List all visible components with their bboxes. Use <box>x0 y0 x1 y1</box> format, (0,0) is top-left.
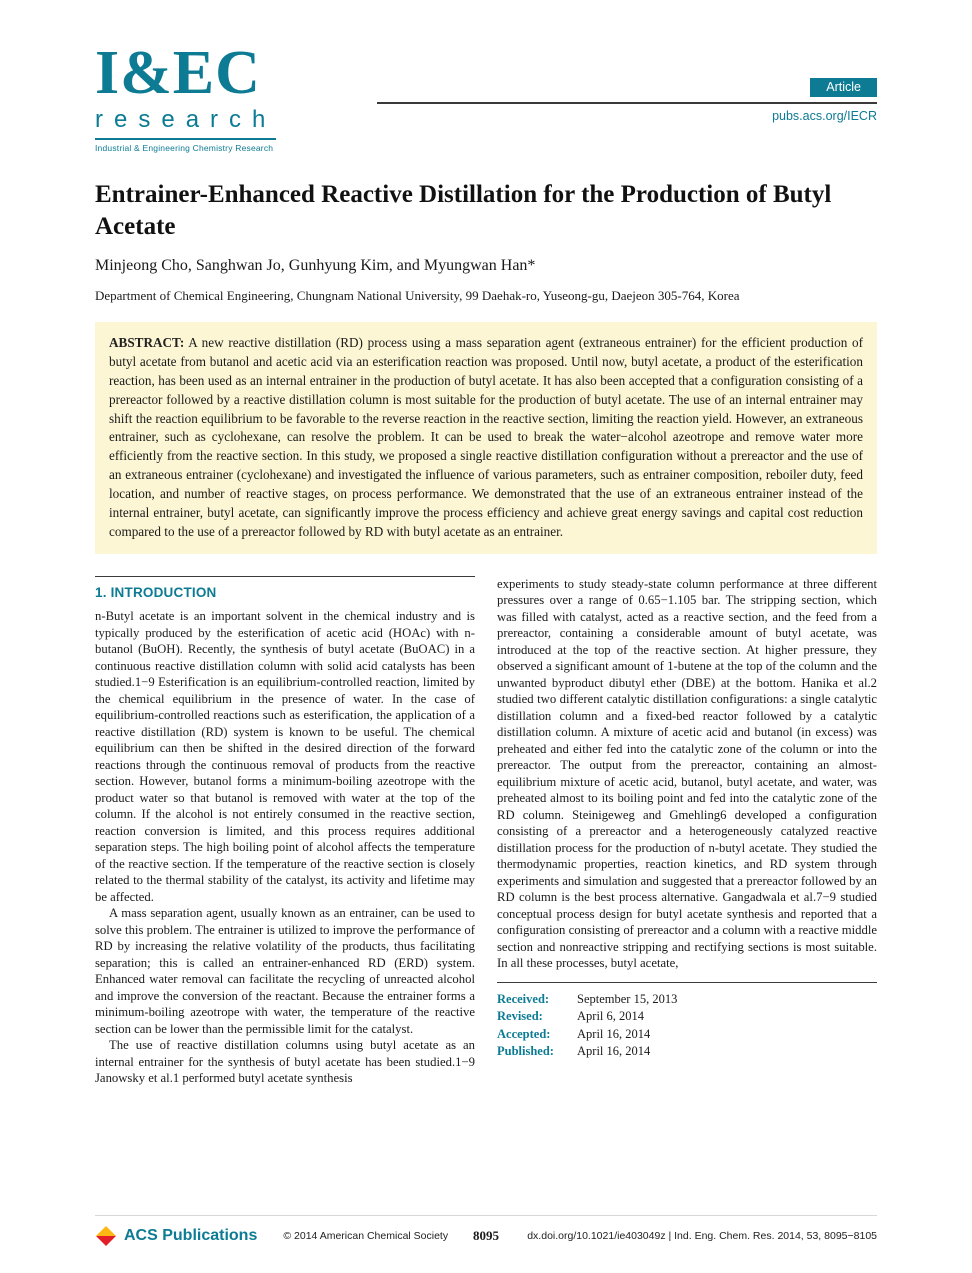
accepted-label: Accepted: <box>497 1026 551 1041</box>
revised-value: April 6, 2014 <box>577 1009 645 1024</box>
header-right <box>377 78 877 123</box>
section-heading-introduction: 1. INTRODUCTION <box>95 576 475 602</box>
affiliation: Department of Chemical Engineering, Chungnam National University, 99 Daehak-ro, Yuseong-gu, Daejeon 305-764, Korea <box>95 288 740 303</box>
header-rule <box>377 102 877 104</box>
intro-paragraph-3: The use of reactive distillation columns using butyl acetate as an internal entrainer for the synthesis of butyl acetate has been studied.1−9 Janowsky et al.1 performed butyl acetate synthesis <box>95 1038 475 1086</box>
journal-logo-wordmark: I&EC <box>95 39 261 107</box>
received-row <box>497 991 877 1009</box>
article-type-badge: Article <box>810 78 877 97</box>
journal-logo-subtitle: research <box>95 106 277 133</box>
revised-label: Revised: <box>497 1009 543 1024</box>
copyright-text: © 2014 American Chemical Society <box>283 1230 449 1242</box>
right-column <box>497 576 877 1087</box>
author-list: Minjeong Cho, Sanghwan Jo, Gunhyung Kim, and Myungwan Han* <box>95 257 536 274</box>
abstract-label: ABSTRACT: <box>109 335 185 350</box>
page-number: 8095 <box>473 1228 499 1243</box>
introduction-columns <box>95 576 877 1087</box>
published-value: April 16, 2014 <box>577 1044 651 1059</box>
page-title: Entrainer-Enhanced Reactive Distillation for the Production of Butyl Acetate <box>95 181 832 240</box>
published-label: Published: <box>497 1044 554 1059</box>
abstract-text: A new reactive distillation (RD) process using a mass separation agent (extraneous entrainer) for the efficient production of butyl acetate from butanol and acetic acid via an esterification reaction was proposed. Until now, butyl acetate, a product of the esterification reaction, has been used as an internal entrainer in the production of butyl acetate. It has also been accepted that a configuration consisting of a prereactor followed by a reactive distillation column is most suitable for the production of butyl acetate. The use of an internal entrainer may shift the reaction equilibrium to be favorable to the reverse reaction in the reactive section, limiting the reaction yield. However, an extraneous entrainer, such as cyclohexane, can resolve the problem. It can be used to break the water−alcohol azeotrope and remove water more efficiently from the reactive section. In this study, we proposed a single reactive distillation configuration without a prereactor and the use of an extraneous entrainer (cyclohexane) and investigated the influence of various parameters, such as entrainer composition, reboiler duty, feed location, and number of reactive stages, on process performance. We demonstrated that the use of an extraneous entrainer instead of the internal entrainer, butyl acetate, can significantly improve the process efficiency and achieve great energy savings and capital cost reduction compared to the use of a prereactor followed by RD with butyl acetate as an entrainer. <box>109 335 863 539</box>
doi-link[interactable]: dx.doi.org/10.1021/ie403049z | Ind. Eng. Chem. Res. 2014, 53, 8095−8105 <box>527 1230 877 1242</box>
accepted-value: April 16, 2014 <box>577 1026 651 1041</box>
intro-paragraph-2: A mass separation agent, usually known as an entrainer, can be used to solve this problem. The entrainer is utilized to improve the performance of RD by increasing the relative volatility of the products, thus facilitating separation; this is called an entrainer-enhanced RD (ERD) system. Enhanced water removal can facilitate the recycling of unreacted alcohol and improve the conversion of the reactant. Because the entrainer forms a minimum-boiling azeotrope with water, the temperature of the reactive section can be lower than the permissible limit for the catalyst. <box>95 906 475 1036</box>
journal-logo-rule <box>95 138 276 140</box>
article-history-box <box>497 982 877 1061</box>
journal-logo-tagline: Industrial & Engineering Chemistry Research <box>95 143 274 153</box>
page-header <box>95 39 877 153</box>
abstract-box <box>95 322 877 554</box>
received-value: September 15, 2013 <box>577 991 678 1006</box>
accepted-row <box>497 1026 877 1044</box>
revised-row <box>497 1008 877 1026</box>
page-footer <box>95 1215 877 1247</box>
published-row <box>497 1043 877 1061</box>
received-label: Received: <box>497 991 550 1006</box>
journal-website-link[interactable]: pubs.acs.org/IECR <box>772 109 877 123</box>
left-column <box>95 576 475 1087</box>
acs-publications-label: ACS Publications <box>124 1227 258 1244</box>
intro-paragraph-4: experiments to study steady-state column performance at three different pressures over a range of 0.65−1.105 bar. The stripping section, which was filled with catalyst, acted as a reactive section, and the feed from a prereactor, containing a considerable amount of butyl acetate, was introduced at the top of the reactive section. At higher pressure, they observed a significant amount of 1-butene at the top of the column and the unwanted byproduct dibutyl ether (DBE) at the bottom. Hanika et al.2 studied two different catalytic distillation configurations: a single catalytic distillation column and a fixed-bed reactor followed by a catalytic distillation column. A mixture of acetic acid and butanol (in excess) was preheated and either fed into the catalytic zone of the column or into the prereactor. The output from the prereactor, containing an almost-equilibrium mixture of acetic acid, butanol, butyl acetate, and water, was preheated almost to its boiling point and fed into the catalytic zone of the RD column. Steinigeweg and Gmehling6 developed a configuration consisting of a prereactor and a heterogeneously catalyzed reactive distillation process for the production of n-butyl acetate. They studied the thermodynamic properties, reaction kinetics, and RD system through experiments and simulation and suggested that a prereactor followed by an RD column is the best process alternative. Gangadwala et al.7−9 studied conceptual process design for butyl acetate synthesis and reported that a configuration consisting of prereactor and a column with a reactive middle section and nonreactive stripping and rectifying sections is most suitable. In all these processes, butyl acetate, <box>497 576 877 971</box>
intro-paragraph-1: n-Butyl acetate is an important solvent in the chemical industry and is typically produced by the esterification of acetic acid (HOAc) with n-butanol (BuOH). Recently, the synthesis of butyl acetate (BuOAC) in a continuous reactive distillation column with solid acid catalysts has been studied.1−9 Esterification is an equilibrium-controlled reaction, limited by the chemical equilibrium in the presence of water. In the case of equilibrium-controlled reactions such as esterification, the application of a reactive distillation (RD) system is known to be useful. The chemical equilibrium can then be shifted in the desired direction of the forward reactions through the continuous removal of products from the reactive section. However, butanol forms a minimum-boiling azeotrope with the product water so that butanol is removed with water at the top of the column. If the alcohol is not entirely consumed in the reactive section, reaction conversion is limited, and this process requires additional separation steps. The high boiling point of alcohol affects the temperature of the reactive section. If the temperature of the reactive section is closely related to the thermal stability of the catalyst, its activity and lifetime may be affected. <box>95 609 475 904</box>
journal-logo <box>95 39 277 153</box>
